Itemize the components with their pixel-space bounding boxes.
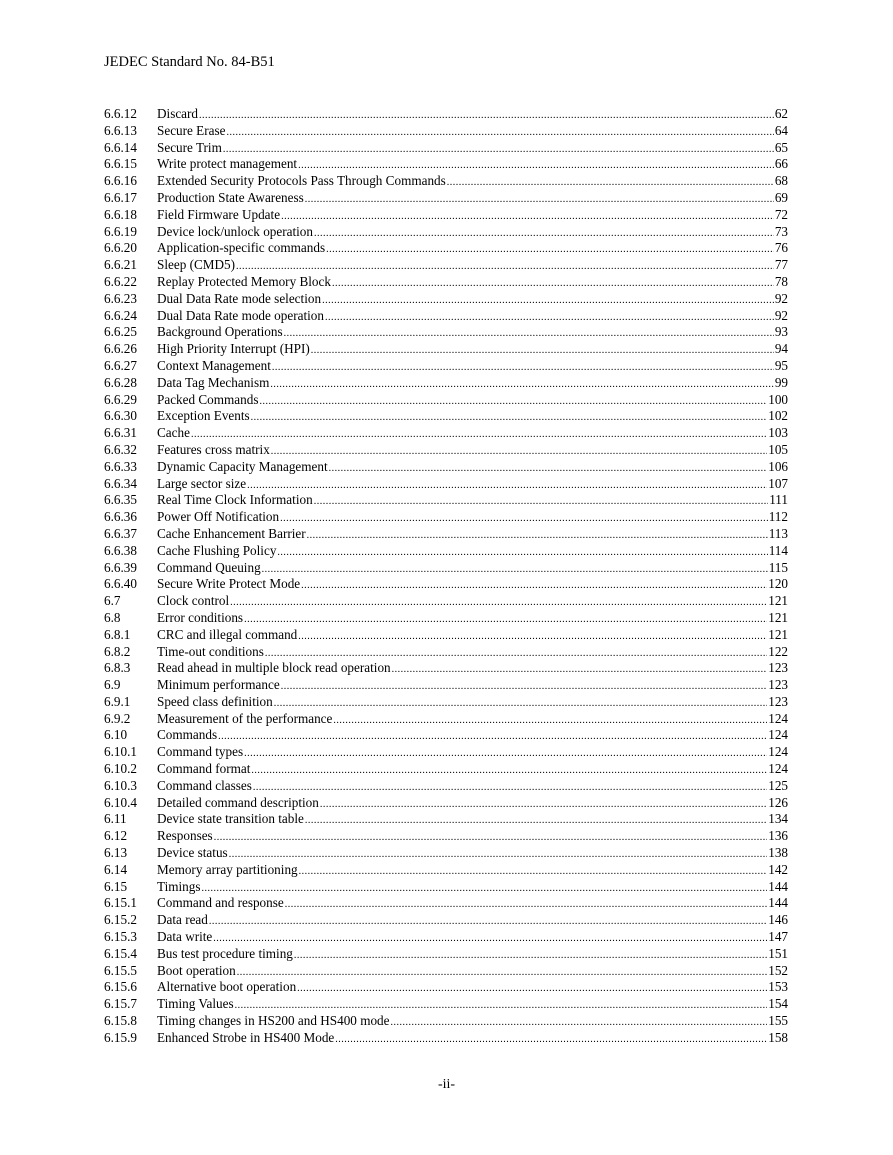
toc-section-title: Command types bbox=[157, 744, 244, 760]
toc-dot-leader bbox=[284, 326, 774, 343]
toc-section-title: Field Firmware Update bbox=[157, 206, 281, 222]
toc-entry[interactable] bbox=[104, 694, 788, 711]
toc-section-title: Memory array partitioning bbox=[157, 861, 298, 877]
toc-section-number: 6.10.1 bbox=[104, 744, 137, 760]
toc-dot-leader bbox=[325, 310, 774, 327]
toc-section-number: 6.9 bbox=[104, 677, 121, 693]
toc-section-title: Extended Security Protocols Pass Through Commands bbox=[157, 173, 446, 189]
toc-section-title: Clock control bbox=[157, 593, 230, 609]
toc-page-number: 106 bbox=[768, 458, 788, 474]
toc-entry[interactable] bbox=[104, 644, 788, 661]
toc-section-number: 6.6.18 bbox=[104, 206, 137, 222]
toc-section-number: 6.6.14 bbox=[104, 139, 137, 155]
toc-entry[interactable] bbox=[104, 912, 788, 929]
toc-section-number: 6.10.3 bbox=[104, 777, 137, 793]
toc-section-title: Detailed command description bbox=[157, 794, 319, 810]
toc-page-number: 73 bbox=[774, 223, 788, 239]
toc-entry[interactable] bbox=[104, 140, 788, 157]
toc-page-number: 155 bbox=[768, 1013, 788, 1029]
toc-section-number: 6.15.6 bbox=[104, 979, 137, 995]
toc-section-number: 6.6.40 bbox=[104, 576, 137, 592]
toc-entry[interactable] bbox=[104, 492, 788, 509]
toc-entry[interactable] bbox=[104, 459, 788, 476]
toc-section-title: Write protect management bbox=[157, 156, 298, 172]
toc-section-number: 6.6.30 bbox=[104, 408, 137, 424]
toc-entry[interactable] bbox=[104, 1030, 788, 1047]
toc-section-number: 6.13 bbox=[104, 845, 128, 861]
toc-entry[interactable] bbox=[104, 341, 788, 358]
toc-entry[interactable] bbox=[104, 509, 788, 526]
toc-section-title: Cache Flushing Policy bbox=[157, 542, 277, 558]
toc-entry[interactable] bbox=[104, 627, 788, 644]
toc-section-title: Cache bbox=[157, 425, 190, 441]
toc-section-title: Exception Events bbox=[157, 408, 250, 424]
toc-section-title: Dynamic Capacity Management bbox=[157, 458, 328, 474]
toc-section-number: 6.12 bbox=[104, 828, 128, 844]
toc-entry[interactable] bbox=[104, 425, 788, 442]
toc-section-title: Features cross matrix bbox=[157, 441, 270, 457]
toc-dot-leader bbox=[271, 444, 767, 461]
toc-page-number: 107 bbox=[768, 475, 788, 491]
toc-section-title: Context Management bbox=[157, 357, 271, 373]
toc-entry[interactable] bbox=[104, 190, 788, 207]
toc-section-number: 6.6.35 bbox=[104, 492, 137, 508]
toc-section-number: 6.15.2 bbox=[104, 912, 137, 928]
toc-page-number: 121 bbox=[768, 609, 788, 625]
toc-section-title: Command classes bbox=[157, 777, 252, 793]
toc-page-number: 65 bbox=[774, 139, 788, 155]
toc-section-number: 6.6.29 bbox=[104, 391, 137, 407]
toc-section-number: 6.6.19 bbox=[104, 223, 137, 239]
toc-section-title: Device lock/unlock operation bbox=[157, 223, 313, 239]
toc-section-title: Error conditions bbox=[157, 609, 244, 625]
toc-dot-leader bbox=[305, 192, 774, 209]
toc-page-number: 105 bbox=[768, 441, 788, 457]
toc-section-title: Real Time Clock Information bbox=[157, 492, 313, 508]
toc-page-number: 147 bbox=[768, 929, 788, 945]
toc-section-title: CRC and illegal command bbox=[157, 626, 298, 642]
toc-entry[interactable] bbox=[104, 106, 788, 123]
toc-page-number: 123 bbox=[768, 660, 788, 676]
toc-dot-leader bbox=[329, 461, 768, 478]
toc-dot-leader bbox=[391, 1015, 768, 1032]
toc-section-number: 6.15.9 bbox=[104, 1029, 137, 1045]
toc-section-title: Bus test procedure timing bbox=[157, 945, 293, 961]
toc-dot-leader bbox=[251, 763, 767, 780]
toc-page-number: 66 bbox=[774, 156, 788, 172]
toc-section-title: Background Operations bbox=[157, 324, 283, 340]
toc-dot-leader bbox=[230, 595, 767, 612]
toc-section-number: 6.6.26 bbox=[104, 341, 137, 357]
toc-entry[interactable] bbox=[104, 207, 788, 224]
toc-dot-leader bbox=[199, 108, 774, 125]
toc-dot-leader bbox=[274, 696, 767, 713]
toc-page-number: 112 bbox=[768, 509, 788, 525]
toc-section-number: 6.6.33 bbox=[104, 458, 137, 474]
toc-section-number: 6.11 bbox=[104, 811, 127, 827]
toc-section-number: 6.15.7 bbox=[104, 996, 137, 1012]
toc-page-number: 144 bbox=[768, 895, 788, 911]
toc-entry[interactable] bbox=[104, 795, 788, 812]
toc-entry[interactable] bbox=[104, 476, 788, 493]
toc-section-title: Sleep (CMD5) bbox=[157, 257, 236, 273]
toc-section-number: 6.14 bbox=[104, 861, 128, 877]
toc-page-number: 142 bbox=[768, 861, 788, 877]
toc-section-title: Data read bbox=[157, 912, 208, 928]
toc-section-number: 6.6.25 bbox=[104, 324, 137, 340]
toc-section-number: 6.6.23 bbox=[104, 290, 137, 306]
toc-dot-leader bbox=[223, 142, 774, 159]
toc-page-number: 92 bbox=[774, 290, 788, 306]
toc-section-title: Cache Enhancement Barrier bbox=[157, 525, 306, 541]
toc-section-number: 6.8.2 bbox=[104, 643, 131, 659]
toc-section-title: Packed Commands bbox=[157, 391, 259, 407]
toc-section-title: Data write bbox=[157, 929, 213, 945]
toc-section-number: 6.9.2 bbox=[104, 710, 131, 726]
toc-section-number: 6.10.4 bbox=[104, 794, 137, 810]
toc-page-number: 123 bbox=[768, 677, 788, 693]
toc-section-title: Alternative boot operation bbox=[157, 979, 297, 995]
toc-entry[interactable] bbox=[104, 660, 788, 677]
toc-section-title: Measurement of the performance bbox=[157, 710, 333, 726]
toc-entry[interactable] bbox=[104, 375, 788, 392]
toc-page-number: 153 bbox=[768, 979, 788, 995]
toc-section-number: 6.15 bbox=[104, 878, 128, 894]
toc-page-number: 72 bbox=[774, 206, 788, 222]
toc-section-number: 6.6.37 bbox=[104, 525, 137, 541]
toc-section-title: Power Off Notification bbox=[157, 509, 280, 525]
toc-dot-leader bbox=[307, 528, 768, 545]
toc-section-title: Command format bbox=[157, 761, 251, 777]
toc-dot-leader bbox=[214, 830, 768, 847]
toc-section-title: Responses bbox=[157, 828, 213, 844]
toc-dot-leader bbox=[251, 410, 768, 427]
toc-dot-leader bbox=[447, 175, 774, 192]
toc-entry[interactable] bbox=[104, 576, 788, 593]
toc-dot-leader bbox=[294, 948, 767, 965]
toc-dot-leader bbox=[320, 797, 767, 814]
toc-dot-leader bbox=[305, 813, 767, 830]
toc-dot-leader bbox=[272, 360, 774, 377]
toc-section-number: 6.10.2 bbox=[104, 761, 137, 777]
toc-page-number: 77 bbox=[774, 257, 788, 273]
toc-section-title: Discard bbox=[157, 106, 199, 121]
toc-page-number: 158 bbox=[768, 1029, 788, 1045]
toc-entry[interactable] bbox=[104, 996, 788, 1013]
table-of-contents bbox=[104, 106, 788, 1047]
toc-section-title: High Priority Interrupt (HPI) bbox=[157, 341, 310, 357]
toc-dot-leader bbox=[277, 545, 767, 562]
toc-page-number: 111 bbox=[769, 492, 788, 508]
toc-section-number: 6.10 bbox=[104, 727, 128, 743]
toc-dot-leader bbox=[285, 897, 767, 914]
toc-section-title: Read ahead in multiple block read operation bbox=[157, 660, 391, 676]
toc-dot-leader bbox=[209, 914, 767, 931]
toc-dot-leader bbox=[259, 394, 767, 411]
toc-entry[interactable] bbox=[104, 173, 788, 190]
toc-entry[interactable] bbox=[104, 240, 788, 257]
toc-dot-leader bbox=[311, 343, 774, 360]
toc-entry[interactable] bbox=[104, 224, 788, 241]
toc-section-title: Dual Data Rate mode operation bbox=[157, 307, 324, 323]
toc-dot-leader bbox=[314, 494, 769, 511]
toc-page-number: 95 bbox=[774, 357, 788, 373]
toc-entry[interactable] bbox=[104, 778, 788, 795]
toc-section-number: 6.6.39 bbox=[104, 559, 137, 575]
toc-page-number: 93 bbox=[774, 324, 788, 340]
toc-section-number: 6.15.5 bbox=[104, 962, 137, 978]
toc-entry[interactable] bbox=[104, 610, 788, 627]
toc-entry[interactable] bbox=[104, 257, 788, 274]
toc-section-title: Dual Data Rate mode selection bbox=[157, 290, 322, 306]
toc-entry[interactable] bbox=[104, 895, 788, 912]
toc-section-number: 6.6.28 bbox=[104, 374, 137, 390]
toc-section-number: 6.6.13 bbox=[104, 122, 137, 138]
toc-section-number: 6.6.17 bbox=[104, 189, 137, 205]
toc-section-title: Timing changes in HS200 and HS400 mode bbox=[157, 1013, 390, 1029]
toc-page-number: 136 bbox=[768, 828, 788, 844]
toc-section-number: 6.8 bbox=[104, 609, 121, 625]
toc-dot-leader bbox=[281, 209, 774, 226]
toc-page-number: 134 bbox=[768, 811, 788, 827]
toc-entry[interactable] bbox=[104, 291, 788, 308]
toc-section-number: 6.6.32 bbox=[104, 441, 137, 457]
toc-dot-leader bbox=[298, 629, 767, 646]
toc-entry[interactable] bbox=[104, 946, 788, 963]
toc-section-number: 6.6.21 bbox=[104, 257, 137, 273]
toc-page-number: 123 bbox=[768, 693, 788, 709]
toc-section-number: 6.15.8 bbox=[104, 1013, 137, 1029]
toc-page-number: 68 bbox=[774, 173, 788, 189]
toc-entry[interactable] bbox=[104, 324, 788, 341]
toc-page-number: 113 bbox=[768, 525, 788, 541]
toc-section-title: Command Queuing bbox=[157, 559, 261, 575]
toc-page-number: 124 bbox=[768, 727, 788, 743]
toc-page-number: 92 bbox=[774, 307, 788, 323]
toc-page-number: 76 bbox=[774, 240, 788, 256]
toc-dot-leader bbox=[299, 864, 768, 881]
toc-entry[interactable] bbox=[104, 828, 788, 845]
toc-page-number: 102 bbox=[768, 408, 788, 424]
toc-page-number: 151 bbox=[768, 945, 788, 961]
toc-page-number: 138 bbox=[768, 845, 788, 861]
toc-page-number: 69 bbox=[774, 189, 788, 205]
toc-entry[interactable] bbox=[104, 811, 788, 828]
toc-section-title: Secure Trim bbox=[157, 139, 222, 155]
toc-entry[interactable] bbox=[104, 1013, 788, 1030]
toc-entry[interactable] bbox=[104, 862, 788, 879]
toc-section-title: Minimum performance bbox=[157, 677, 280, 693]
toc-section-number: 6.6.31 bbox=[104, 425, 137, 441]
toc-page-number: 124 bbox=[768, 710, 788, 726]
toc-section-title: Secure Write Protect Mode bbox=[157, 576, 301, 592]
toc-page-number: 121 bbox=[768, 593, 788, 609]
toc-section-number: 6.15.4 bbox=[104, 945, 137, 961]
toc-page-number: 94 bbox=[774, 341, 788, 357]
toc-entry[interactable] bbox=[104, 845, 788, 862]
toc-section-number: 6.6.27 bbox=[104, 357, 137, 373]
toc-page-number: 124 bbox=[768, 761, 788, 777]
page-header: JEDEC Standard No. 84-B51 bbox=[104, 54, 275, 70]
toc-page-number: 122 bbox=[768, 643, 788, 659]
toc-section-title: Secure Erase bbox=[157, 122, 226, 138]
toc-entry[interactable] bbox=[104, 963, 788, 980]
toc-page-number: 115 bbox=[768, 559, 788, 575]
toc-dot-leader bbox=[218, 729, 767, 746]
toc-section-number: 6.7 bbox=[104, 593, 121, 609]
toc-page-number: 124 bbox=[768, 744, 788, 760]
toc-section-number: 6.8.3 bbox=[104, 660, 131, 676]
toc-page-number: 99 bbox=[774, 374, 788, 390]
toc-entry[interactable] bbox=[104, 711, 788, 728]
toc-dot-leader bbox=[244, 746, 767, 763]
toc-page-number: 125 bbox=[768, 777, 788, 793]
toc-dot-leader bbox=[335, 1032, 767, 1049]
toc-entry[interactable] bbox=[104, 543, 788, 560]
toc-page-number: 154 bbox=[768, 996, 788, 1012]
toc-dot-leader bbox=[237, 965, 767, 982]
toc-section-title: Large sector size bbox=[157, 475, 247, 491]
toc-section-title: Time-out conditions bbox=[157, 643, 264, 659]
toc-page-number: 120 bbox=[768, 576, 788, 592]
toc-page-number: 121 bbox=[768, 626, 788, 642]
toc-page-number: 100 bbox=[768, 391, 788, 407]
toc-page-number: 126 bbox=[768, 794, 788, 810]
toc-entry[interactable] bbox=[104, 392, 788, 409]
toc-section-title: Timing Values bbox=[157, 996, 234, 1012]
toc-section-title: Command and response bbox=[157, 895, 284, 911]
toc-dot-leader bbox=[314, 226, 774, 243]
toc-entry[interactable] bbox=[104, 358, 788, 375]
toc-entry[interactable] bbox=[104, 929, 788, 946]
toc-dot-leader bbox=[262, 562, 768, 579]
toc-dot-leader bbox=[270, 377, 773, 394]
toc-dot-leader bbox=[229, 847, 768, 864]
toc-dot-leader bbox=[333, 713, 767, 730]
toc-entry[interactable] bbox=[104, 593, 788, 610]
toc-dot-leader bbox=[213, 931, 767, 948]
toc-entry[interactable] bbox=[104, 408, 788, 425]
toc-section-title: Commands bbox=[157, 727, 218, 743]
page-number: -ii- bbox=[437, 1077, 456, 1092]
toc-section-title: Device status bbox=[157, 845, 228, 861]
toc-page-number: 62 bbox=[774, 106, 788, 121]
toc-dot-leader bbox=[322, 293, 774, 310]
toc-page-number: 144 bbox=[768, 878, 788, 894]
toc-entry[interactable] bbox=[104, 879, 788, 896]
toc-section-number: 6.6.36 bbox=[104, 509, 137, 525]
toc-section-title: Data Tag Mechanism bbox=[157, 374, 270, 390]
toc-page-number: 64 bbox=[774, 122, 788, 138]
toc-dot-leader bbox=[191, 427, 767, 444]
toc-dot-leader bbox=[226, 125, 773, 142]
toc-dot-leader bbox=[281, 679, 768, 696]
toc-section-number: 6.6.38 bbox=[104, 542, 137, 558]
toc-section-number: 6.6.20 bbox=[104, 240, 137, 256]
toc-section-number: 6.6.22 bbox=[104, 273, 137, 289]
toc-dot-leader bbox=[253, 780, 767, 797]
toc-section-title: Replay Protected Memory Block bbox=[157, 273, 331, 289]
toc-dot-leader bbox=[326, 242, 774, 259]
toc-entry[interactable] bbox=[104, 677, 788, 694]
toc-section-number: 6.6.34 bbox=[104, 475, 137, 491]
toc-entry[interactable] bbox=[104, 156, 788, 173]
toc-dot-leader bbox=[392, 662, 768, 679]
toc-section-number: 6.9.1 bbox=[104, 693, 131, 709]
toc-dot-leader bbox=[202, 881, 768, 898]
toc-section-title: Device state transition table bbox=[157, 811, 304, 827]
toc-entry[interactable] bbox=[104, 560, 788, 577]
toc-dot-leader bbox=[244, 612, 767, 629]
toc-section-number: 6.8.1 bbox=[104, 626, 131, 642]
toc-page-number: 152 bbox=[768, 962, 788, 978]
toc-page-number: 103 bbox=[768, 425, 788, 441]
toc-entry[interactable] bbox=[104, 526, 788, 543]
toc-dot-leader bbox=[280, 511, 768, 528]
toc-section-number: 6.6.12 bbox=[104, 106, 137, 121]
toc-page-number: 114 bbox=[768, 542, 788, 558]
toc-entry[interactable] bbox=[104, 308, 788, 325]
toc-page-number: 78 bbox=[774, 273, 788, 289]
toc-entry[interactable] bbox=[104, 442, 788, 459]
toc-section-number: 6.15.1 bbox=[104, 895, 137, 911]
toc-section-title: Speed class definition bbox=[157, 693, 273, 709]
toc-section-number: 6.6.15 bbox=[104, 156, 137, 172]
toc-section-number: 6.15.3 bbox=[104, 929, 137, 945]
toc-entry[interactable] bbox=[104, 123, 788, 140]
toc-dot-leader bbox=[247, 478, 767, 495]
toc-dot-leader bbox=[297, 981, 767, 998]
toc-dot-leader bbox=[332, 276, 774, 293]
toc-section-number: 6.6.24 bbox=[104, 307, 137, 323]
toc-entry[interactable] bbox=[104, 979, 788, 996]
toc-page-number: 146 bbox=[768, 912, 788, 928]
toc-section-title: Production State Awareness bbox=[157, 189, 304, 205]
toc-dot-leader bbox=[301, 578, 767, 595]
toc-section-title: Application-specific commands bbox=[157, 240, 326, 256]
toc-section-title: Timings bbox=[157, 878, 201, 894]
toc-entry[interactable] bbox=[104, 744, 788, 761]
toc-section-title: Boot operation bbox=[157, 962, 236, 978]
toc-section-title: Enhanced Strobe in HS400 Mode bbox=[157, 1029, 335, 1045]
toc-entry[interactable] bbox=[104, 761, 788, 778]
toc-section-number: 6.6.16 bbox=[104, 173, 137, 189]
toc-entry[interactable] bbox=[104, 727, 788, 744]
toc-entry[interactable] bbox=[104, 274, 788, 291]
